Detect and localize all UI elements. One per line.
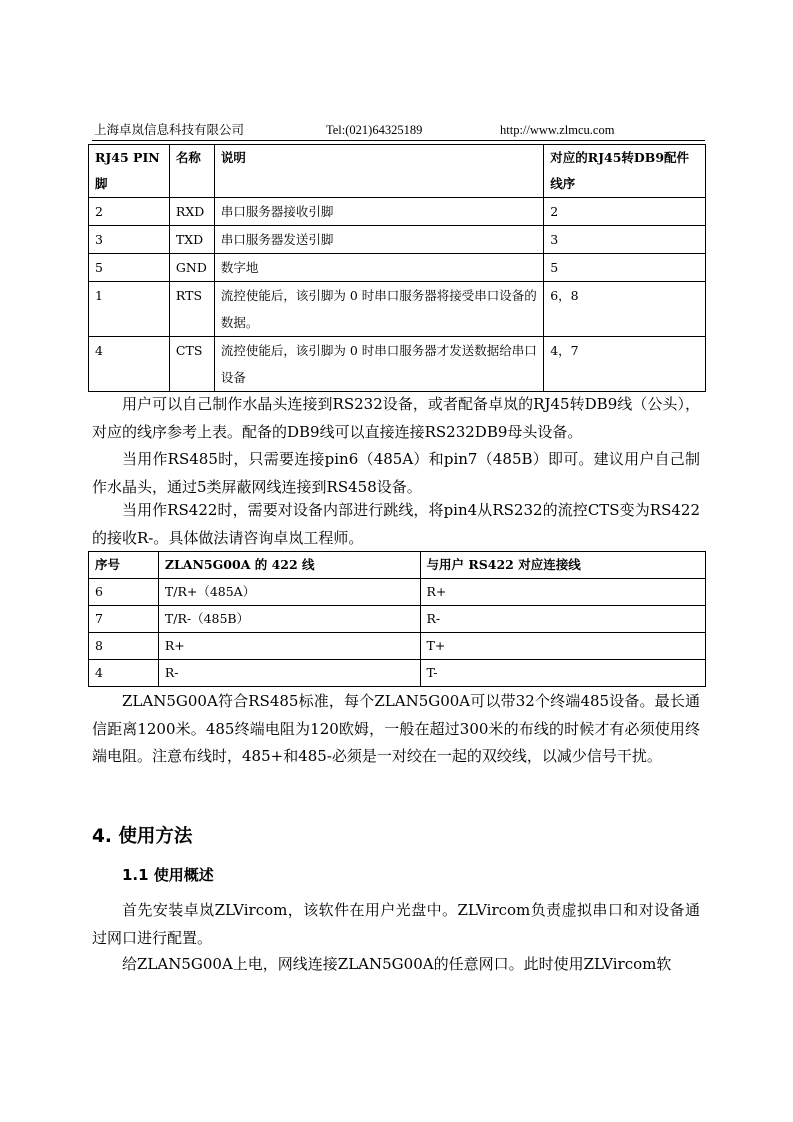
- paragraph-rs485-standard: ZLAN5G00A符合RS485标准，每个ZLAN5G00A可以带32个终端485设备。最长通信距离1200米。485终端电阻为120欧姆，一般在超过300米的布线的时候才有必须使用终端电阻。注意布线时，485+和485-必须是一对绞在一起的双绞线，以减少信号干扰。: [92, 692, 700, 765]
- cell-db9: 4，7: [544, 337, 706, 392]
- table-row: [89, 226, 706, 254]
- cell-no: 4: [89, 660, 159, 687]
- section-title: 4. 使用方法: [92, 826, 193, 847]
- cell-pin: 5: [89, 254, 170, 282]
- paragraph-power-on: 给ZLAN5G00A上电，网线连接ZLAN5G00A的任意网口。此时使用ZLVircom软: [122, 955, 672, 973]
- rs422-wiring-table: [88, 551, 706, 687]
- subsection-title: 1.1 使用概述: [122, 866, 214, 884]
- cell-no: 8: [89, 633, 159, 660]
- cell-db9: 5: [544, 254, 706, 282]
- cell-pin: 2: [89, 198, 170, 226]
- table-row: [89, 337, 706, 392]
- header-company: 上海卓岚信息科技有限公司: [94, 122, 245, 137]
- cell-db9: 6，8: [544, 282, 706, 337]
- table-row: [89, 579, 706, 606]
- cell-name: TXD: [169, 226, 214, 254]
- table-row: [89, 633, 706, 660]
- cell-name: RXD: [169, 198, 214, 226]
- cell-user: R+: [420, 579, 705, 606]
- cell-zlan: R+: [158, 633, 420, 660]
- cell-zlan: R-: [158, 660, 420, 687]
- cell-pin: 4: [89, 337, 170, 392]
- rj45-pin-table: [88, 144, 706, 392]
- table-row: [89, 198, 706, 226]
- col-header-db9: 对应的RJ45转DB9配件线序: [544, 145, 706, 198]
- cell-user: T+: [420, 633, 705, 660]
- cell-db9: 2: [544, 198, 706, 226]
- cell-desc: 串口服务器接收引脚: [214, 198, 543, 226]
- cell-desc: 流控使能后，该引脚为 0 时串口服务器才发送数据给串口设备: [214, 337, 543, 392]
- cell-user: T-: [420, 660, 705, 687]
- cell-name: CTS: [169, 337, 214, 392]
- col-header-name: 名称: [169, 145, 214, 198]
- header-url: http://www.zlmcu.com: [500, 123, 615, 137]
- table-row: [89, 254, 706, 282]
- col-header-zlan: ZLAN5G00A 的 422 线: [158, 552, 420, 579]
- table-header-row: [89, 552, 706, 579]
- paragraph-rs232-cable: 用户可以自己制作水晶头连接到RS232设备，或者配备卓岚的RJ45转DB9线（公头），对应的线序参考上表。配备的DB9线可以直接连接RS232DB9母头设备。: [92, 395, 700, 441]
- paragraph-rs485-usage: 当用作RS485时，只需要连接pin6（485A）和pin7（485B）即可。建议用户自己制作水晶头，通过5类屏蔽网线连接到RS458设备。: [92, 450, 700, 496]
- cell-no: 7: [89, 606, 159, 633]
- table-row: [89, 606, 706, 633]
- table-row: [89, 660, 706, 687]
- cell-name: GND: [169, 254, 214, 282]
- table-row: [89, 282, 706, 337]
- cell-pin: 1: [89, 282, 170, 337]
- cell-desc: 数字地: [214, 254, 543, 282]
- header-tel: Tel:(021)64325189: [326, 123, 423, 137]
- cell-no: 6: [89, 579, 159, 606]
- cell-pin: 3: [89, 226, 170, 254]
- cell-user: R-: [420, 606, 705, 633]
- paragraph-rs422-usage: 当用作RS422时，需要对设备内部进行跳线，将pin4从RS232的流控CTS变为RS422的接收R-。具体做法请咨询卓岚工程师。: [92, 501, 700, 547]
- page-header: [92, 122, 705, 141]
- cell-zlan: T/R+（485A）: [158, 579, 420, 606]
- col-header-user: 与用户 RS422 对应连接线: [420, 552, 705, 579]
- col-header-desc: 说明: [214, 145, 543, 198]
- table-header-row: [89, 145, 706, 198]
- col-header-pin: RJ45 PIN 脚: [89, 145, 170, 198]
- paragraph-install: 首先安装卓岚ZLVircom，该软件在用户光盘中。ZLVircom负责虚拟串口和对设备通过网口进行配置。: [92, 901, 700, 947]
- cell-zlan: T/R-（485B）: [158, 606, 420, 633]
- col-header-no: 序号: [89, 552, 159, 579]
- cell-desc: 流控使能后，该引脚为 0 时串口服务器将接受串口设备的数据。: [214, 282, 543, 337]
- cell-db9: 3: [544, 226, 706, 254]
- cell-desc: 串口服务器发送引脚: [214, 226, 543, 254]
- cell-name: RTS: [169, 282, 214, 337]
